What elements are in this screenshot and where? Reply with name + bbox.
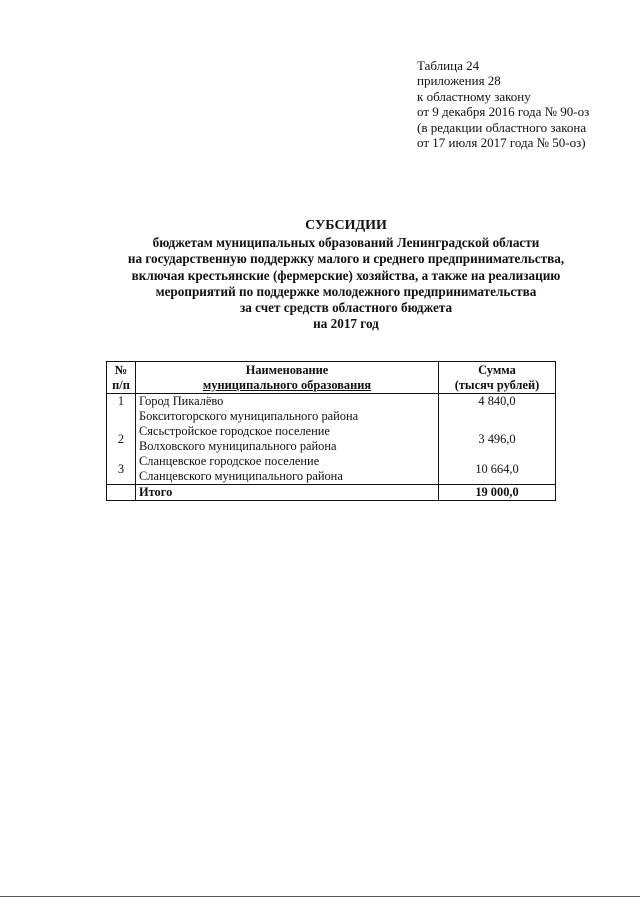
row-number: 1 bbox=[107, 394, 136, 425]
row-name-line2: Бокситогорского муниципального района bbox=[139, 409, 359, 423]
row-sum: 3 496,0 bbox=[439, 424, 556, 454]
header-number bbox=[107, 362, 136, 394]
title-line: на государственную поддержку малого и среднего предпринимательства, bbox=[127, 251, 565, 267]
document-title-block bbox=[60, 218, 632, 332]
document-title: СУБСИДИИ bbox=[305, 218, 387, 233]
header-sum-line2: (тысяч рублей) bbox=[454, 378, 540, 392]
table-header-row bbox=[107, 362, 556, 394]
total-label: Итого bbox=[136, 485, 439, 501]
row-name-line1: Сланцевское городское поселение bbox=[139, 454, 320, 468]
header-name bbox=[136, 362, 439, 394]
header-line: (в редакции областного закона bbox=[417, 119, 587, 135]
row-name-line1: Сясьстройское городское поселение bbox=[139, 424, 330, 438]
header-name-line1: Наименование bbox=[245, 363, 329, 377]
title-line: на 2017 год bbox=[313, 316, 379, 332]
title-line: за счет средств областного бюджета bbox=[239, 300, 453, 316]
title-line: бюджетам муниципальных образований Ленинградской области bbox=[152, 235, 540, 251]
subsidies-table bbox=[106, 361, 556, 501]
row-number: 2 bbox=[107, 424, 136, 454]
row-sum: 10 664,0 bbox=[439, 454, 556, 485]
header-number-line2: п/п bbox=[112, 378, 130, 392]
row-name bbox=[136, 454, 439, 485]
table-row bbox=[107, 454, 556, 485]
row-name-line1: Город Пикалёво bbox=[139, 394, 224, 408]
header-line: Таблица 24 bbox=[417, 58, 480, 73]
document-header bbox=[417, 58, 627, 150]
header-line: к областному закону bbox=[417, 88, 531, 104]
header-sum-line1: Сумма bbox=[478, 363, 516, 377]
header-line: от 9 декабря 2016 года № 90-оз bbox=[417, 104, 590, 120]
row-name bbox=[136, 424, 439, 454]
row-number: 3 bbox=[107, 454, 136, 485]
row-name bbox=[136, 394, 439, 425]
title-line: включая крестьянские (фермерские) хозяйства, а также на реализацию bbox=[131, 267, 561, 283]
row-sum: 4 840,0 bbox=[439, 394, 556, 425]
header-name-line2: муниципального образования bbox=[202, 378, 372, 392]
table-row bbox=[107, 394, 556, 425]
total-sum: 19 000,0 bbox=[439, 485, 556, 501]
total-number-cell bbox=[107, 485, 136, 501]
header-line: от 17 июля 2017 года № 50-оз) bbox=[417, 135, 586, 151]
row-name-line2: Сланцевского муниципального района bbox=[139, 469, 343, 483]
header-number-line1: № bbox=[114, 363, 128, 377]
header-sum bbox=[439, 362, 556, 394]
table-total-row bbox=[107, 485, 556, 501]
title-line: мероприятий по поддержке молодежного предпринимательства bbox=[155, 283, 537, 299]
page-bottom-edge bbox=[0, 896, 640, 897]
table-row bbox=[107, 424, 556, 454]
row-name-line2: Волховского муниципального района bbox=[139, 439, 337, 453]
header-line: приложения 28 bbox=[417, 73, 501, 89]
